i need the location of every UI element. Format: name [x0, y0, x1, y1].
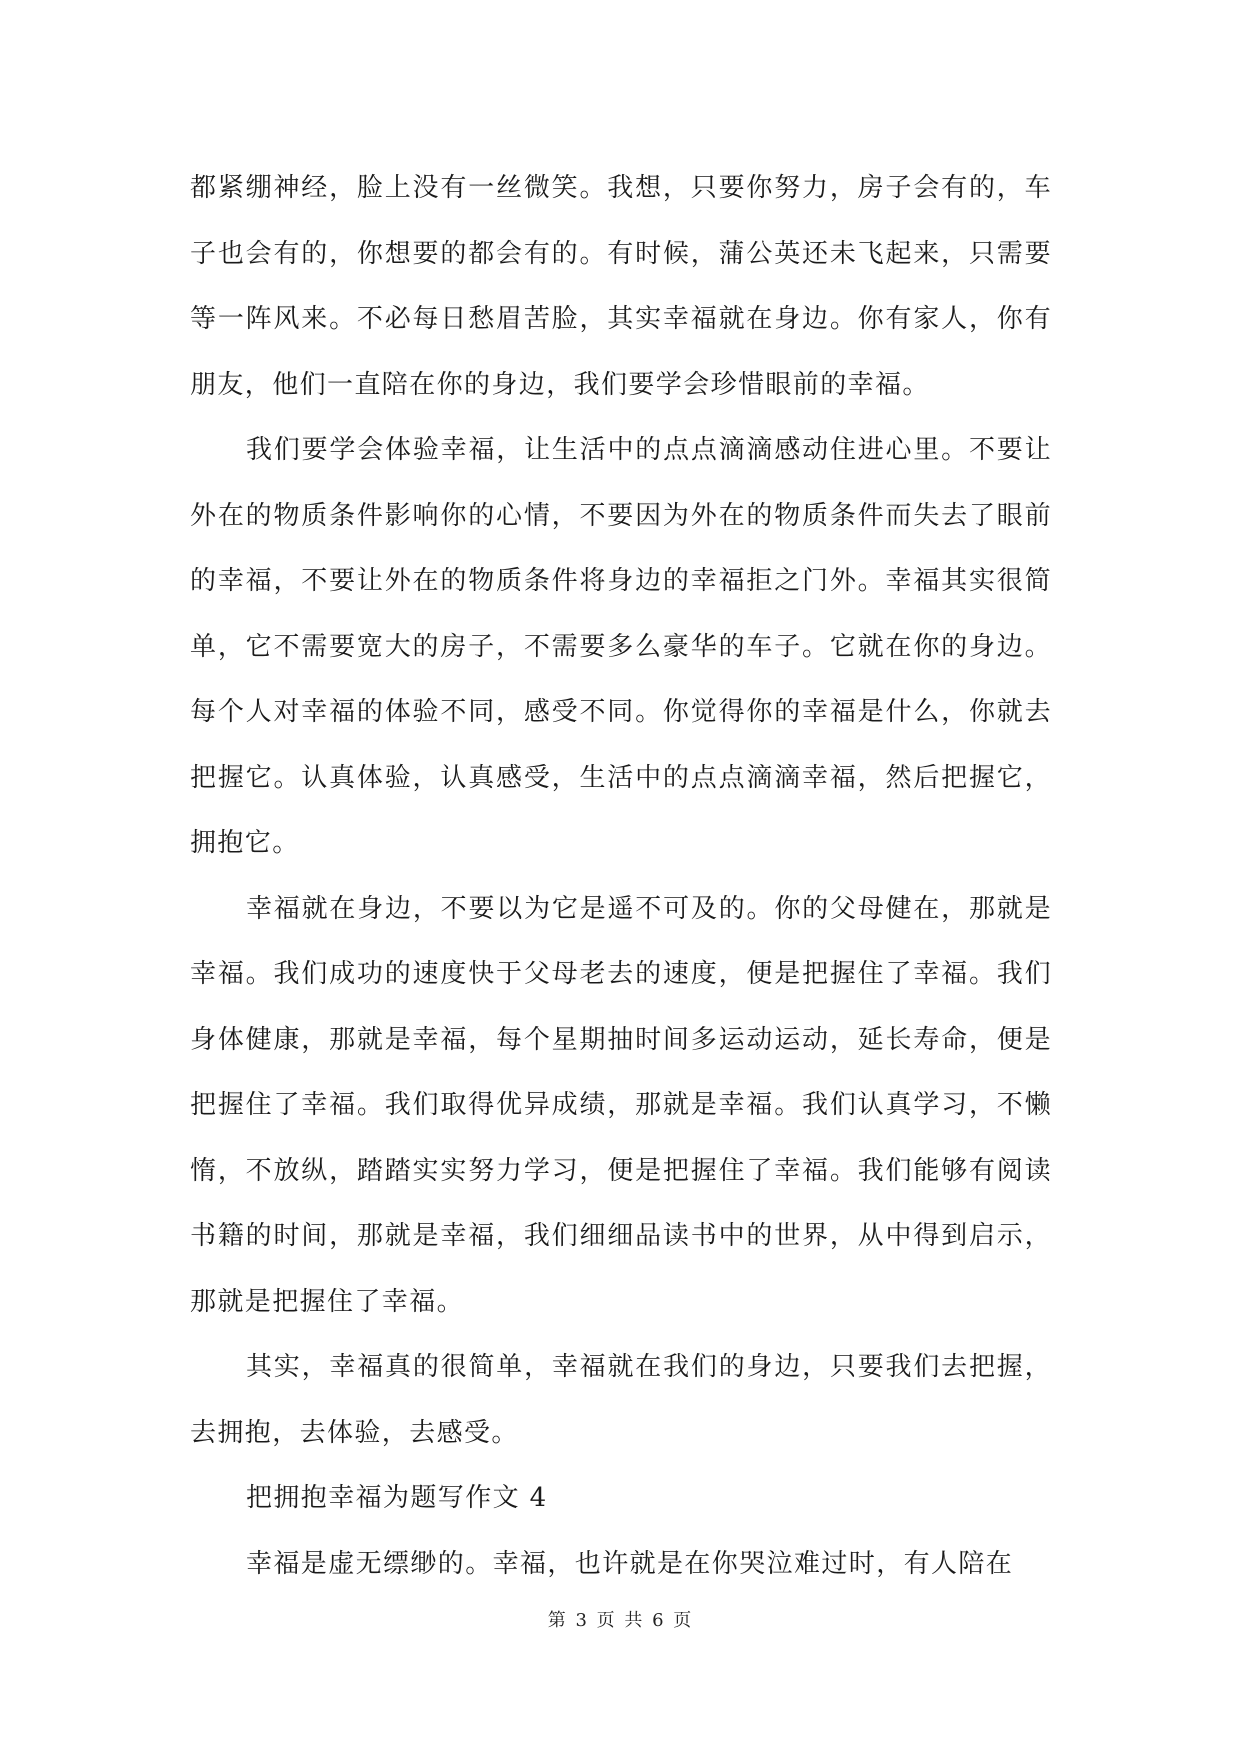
paragraph-simple: 其实，幸福真的很简单，幸福就在我们的身边，只要我们去把握，去拥抱，去体验，去感受。 — [190, 1352, 1052, 1448]
paragraph-beside-you: 幸福就在身边，不要以为它是遥不可及的。你的父母健在，那就是幸福。我们成功的速度快于父母老去的速度，便是把握住了幸福。我们身体健康，那就是幸福，每个星期抽时间多运动运动，延长寿命，便是把握住了幸福。我们取得优异成绩，那就是幸福。我们认真学习，不懒惰，不放纵，踏踏实实努力学习，便是把握住了幸福。我们能够有阅读书籍的时间，那就是幸福，我们细细品读书中的世界，从中得到启示，那就是把握住了幸福。 — [190, 893, 1052, 1317]
paragraph-experience: 我们要学会体验幸福，让生活中的点点滴滴感动住进心里。不要让外在的物质条件影响你的心情，不要因为外在的物质条件而失去了眼前的幸福，不要让外在的物质条件将身边的幸福拒之门外。幸福其实很简单，它不需要宽大的房子，不需要多么豪华的车子。它就在你的身边。每个人对幸福的体验不同，感受不同。你觉得你的幸福是什么，你就去把握它。认真体验，认真感受，生活中的点点滴滴幸福，然后把握它，拥抱它。 — [190, 435, 1052, 858]
paragraph-essay4-start: 幸福是虚无缥缈的。幸福，也许就是在你哭泣难过时，有人陪在 — [246, 1548, 1014, 1579]
page-number-footer: 第 3 页 共 6 页 — [547, 1610, 694, 1631]
body-text — [190, 156, 1052, 1597]
paragraph-continued: 都紧绷神经，脸上没有一丝微笑。我想，只要你努力，房子会有的，车子也会有的，你想要的都会有的。有时候，蒲公英还未飞起来，只需要等一阵风来。不必每日愁眉苦脸，其实幸福就在身边。你有家人，你有朋友，他们一直陪在你的身边，我们要学会珍惜眼前的幸福。 — [190, 173, 1052, 400]
essay-title: 把拥抱幸福为题写作文 4 — [246, 1483, 548, 1513]
